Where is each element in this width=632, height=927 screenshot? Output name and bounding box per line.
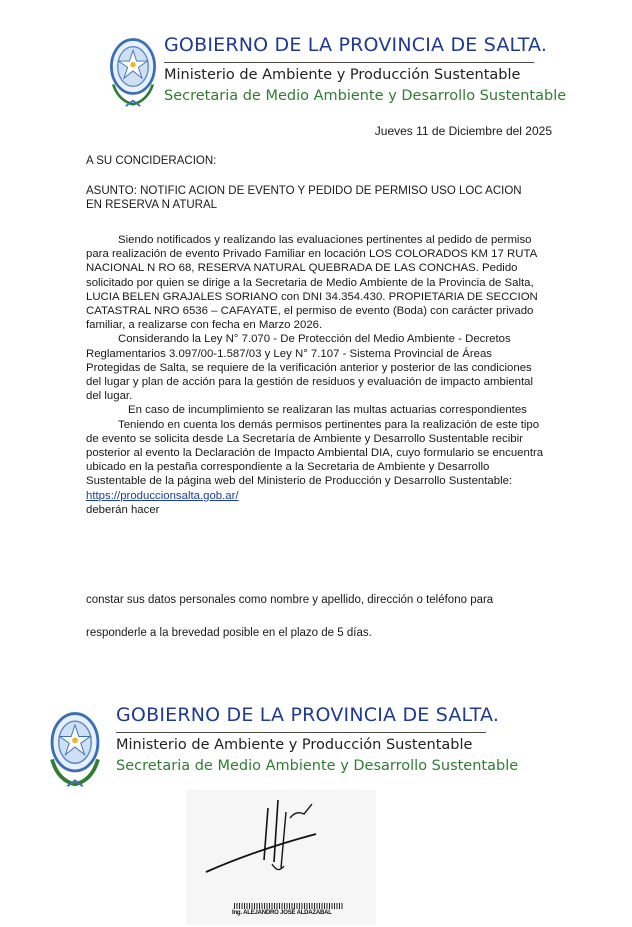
signature-block: [186, 790, 376, 925]
closing-line-1: constar sus datos personales como nombre y apellido, dirección o teléfono para: [86, 594, 494, 606]
ministry-website-link[interactable]: https://produccionsalta.gob.ar/: [86, 489, 239, 502]
header-divider: [116, 732, 486, 733]
paragraph-notification: Siendo notificados y realizando las evaluaciones pertinentes al pedido de permiso para realización de evento Privado Familiar en locación LOS COLORADOS KM 17 RUTA NACIONAL N RO 68, RESERVA NATURAL QUEBRADA DE LAS CONCHAS. Pedido solicitado por quien se dirige a la Secretaria de Medio Ambiente de la Provincia de Salta, LUCIA BELEN GRAJALES SORIANO con DNI 34.354.430. PROPIETARIA DE SECCION CATASTRAL NRO 6536 – CAFAYATE, el permiso de evento (Boda) con carácter privado familiar, a realizarse con fecha en Marzo 2026.: [86, 234, 538, 332]
closing-line-2: responderle a la brevedad posible en el plazo de 5 días.: [86, 627, 372, 639]
secretariat-name: Secretaria de Medio Ambiente y Desarrollo Sustentable: [116, 758, 519, 774]
letterhead-top: [96, 24, 566, 116]
provincial-emblem-icon: [106, 28, 160, 114]
subject-line-1: ASUNTO: NOTIFIC ACION DE EVENTO Y PEDIDO DE PERMISO USO LOC ACION: [86, 185, 522, 197]
letter-subject: [86, 184, 556, 212]
paragraph-legal-basis: Considerando la Ley N° 7.070 - De Protección del Medio Ambiente - Decretos Reglamentarios 3.097/00-1.587/03 y Ley N° 7.107 - Sistema Provincial de Áreas Protegidas de Salta, se requiere de la verificación anterior y posterior de las condiciones del lugar y plan de acción para la gestión de residuos y evaluación de impacto ambiental del lugar.: [86, 333, 534, 403]
letter-body: [86, 233, 548, 517]
paragraph-penalties: En caso de incumplimiento se realizaran las multas actuarias correspondientes: [128, 404, 527, 417]
letter-date: Jueves 11 de Diciembre del 2025: [374, 124, 552, 138]
paragraph-requirements: [86, 418, 548, 503]
ministry-name: Ministerio de Ambiente y Producción Sustentable: [164, 67, 521, 83]
stamp-stripe: [234, 903, 344, 909]
secretariat-name: Secretaria de Medio Ambiente y Desarrollo Sustentable: [164, 88, 567, 104]
header-divider: [164, 62, 534, 63]
letterhead-bottom: [38, 700, 519, 792]
handwritten-signature: [186, 790, 376, 910]
subject-line-2: EN RESERVA N ATURAL: [86, 199, 218, 211]
paragraph-requirements-end: deberán hacer: [86, 503, 160, 516]
letter-addressee: A SU CONCIDERACION:: [86, 155, 217, 167]
paragraph-requirements-text: Teniendo en cuenta los demás permisos pertinentes para la realización de este tipo de evento se solicita desde La Secretaría de Ambiente y Desarrollo Sustentable recibir posterior al evento la Declaración de Impacto Ambiental DIA, cuyo formulario se encuentra ubicado en la pestaña correspondiente a la Secretaria de Ambiente y Desarrollo Sustentable de la página web del Ministerio de Producción y Desarrollo Sustentable:: [86, 418, 544, 488]
signatory-stamp-name: Ing. ALEJANDRO JOSÉ ALDAZABAL: [232, 910, 332, 916]
government-title: GOBIERNO DE LA PROVINCIA DE SALTA.: [116, 704, 500, 726]
government-title: GOBIERNO DE LA PROVINCIA DE SALTA.: [164, 34, 548, 56]
provincial-emblem-icon: [40, 704, 110, 790]
ministry-name: Ministerio de Ambiente y Producción Sustentable: [116, 737, 473, 753]
